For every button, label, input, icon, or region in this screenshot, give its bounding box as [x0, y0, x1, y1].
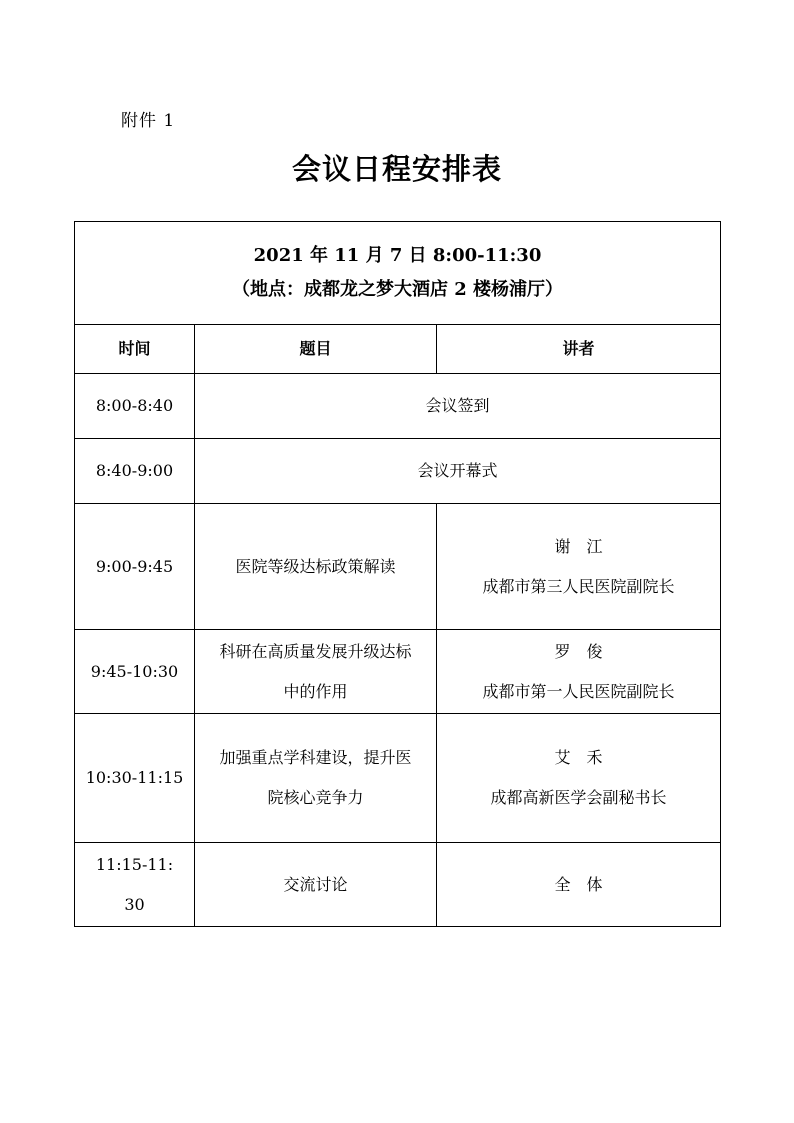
- time-cell: [75, 843, 195, 927]
- column-header-topic: 题目: [195, 325, 437, 374]
- speaker-title: 成都市第一人民医院副院长: [482, 681, 675, 701]
- topic-line: 中的作用: [283, 681, 348, 701]
- header-row: [75, 325, 721, 374]
- meeting-info-cell: [75, 222, 721, 325]
- speaker-name: 艾 禾: [554, 748, 603, 767]
- table-row: [75, 439, 721, 504]
- speaker-cell: [437, 630, 721, 714]
- table-row: [75, 374, 721, 439]
- attachment-label: 附件 1: [121, 111, 176, 131]
- time-line: 30: [124, 894, 145, 914]
- topic-line: 科研在高质量发展升级达标: [219, 641, 412, 661]
- table-row: [75, 714, 721, 843]
- meeting-location: （地点：成都龙之梦大酒店 2 楼杨浦厅）: [231, 279, 564, 300]
- topic-cell: 交流讨论: [195, 843, 437, 927]
- column-header-speaker: 讲者: [437, 325, 721, 374]
- speaker-name: 谢 江: [554, 536, 603, 556]
- time-cell: 9:00-9:45: [75, 504, 195, 630]
- table-row: [75, 843, 721, 927]
- meeting-datetime: 2021 年 11 月 7 日 8:00-11:30: [253, 245, 542, 266]
- topic-cell: 医院等级达标政策解读: [195, 504, 437, 630]
- speaker-title: 成都市第三人民医院副院长: [482, 576, 675, 596]
- time-line: 11:15-11:: [95, 854, 174, 874]
- topic-cell: [195, 714, 437, 843]
- speaker-name: 罗 俊: [554, 641, 603, 661]
- time-cell: 8:00-8:40: [75, 374, 195, 439]
- time-cell: 8:40-9:00: [75, 439, 195, 504]
- column-header-time: 时间: [75, 325, 195, 374]
- table-row: [75, 630, 721, 714]
- topic-line: 加强重点学科建设，提升医: [219, 748, 412, 767]
- meeting-info-row: [75, 222, 721, 325]
- topic-cell: [195, 630, 437, 714]
- speaker-title: 成都高新医学会副秘书长: [490, 788, 667, 807]
- table-row: [75, 504, 721, 630]
- topic-cell: 会议开幕式: [195, 439, 721, 504]
- time-cell: 9:45-10:30: [75, 630, 195, 714]
- speaker-cell: 全 体: [437, 843, 721, 927]
- speaker-cell: [437, 714, 721, 843]
- topic-line: 院核心竞争力: [267, 788, 364, 807]
- topic-cell: 会议签到: [195, 374, 721, 439]
- page-title: 会议日程安排表: [291, 152, 502, 186]
- schedule-table: [74, 221, 721, 927]
- time-cell: 10:30-11:15: [75, 714, 195, 843]
- speaker-cell: [437, 504, 721, 630]
